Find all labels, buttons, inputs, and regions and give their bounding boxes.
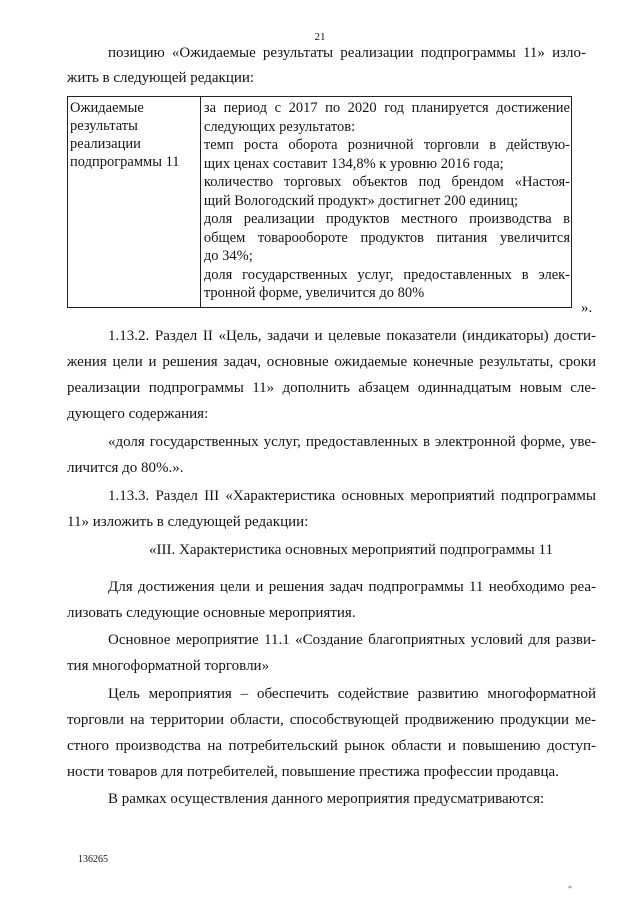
label-line: реализации <box>70 136 141 152</box>
para-purpose-line-3: стного производства на потребительский рынок области и повышению доступ- <box>67 738 596 754</box>
label-line: результаты <box>70 118 138 134</box>
content-line: щий Вологодский продукт» достигнет 200 единиц; <box>203 192 519 209</box>
para-goal-line-1: Для достижения цели и решения задач подпрограммы 11 необходимо реа- <box>108 579 596 595</box>
expected-results-table <box>67 96 572 308</box>
content-line: общем товарообороте продуктов питания увеличится <box>203 229 570 246</box>
para-main-event-line-2: тия многоформатной торговли» <box>67 658 270 674</box>
corner-mark: * <box>568 884 572 893</box>
label-line: подпрограммы 11 <box>70 154 180 170</box>
quote-line-1: «доля государственных услуг, предоставленных в электронной форме, уве- <box>108 434 596 450</box>
content-line: доля реализации продуктов местного производства в <box>203 211 570 227</box>
table-closing-quote: ». <box>581 300 593 316</box>
para-1-13-3-line-2: 11» изложить в следующей редакции: <box>67 514 309 530</box>
para-main-event-line-1: Основное мероприятие 11.1 «Создание благоприятных условий для разви- <box>108 632 596 648</box>
content-line: за период с 2017 по 2020 год планируется достижение <box>203 100 570 116</box>
para-1-13-2-line-3: реализации подпрограммы 11» дополнить абзацем одиннадцатым новым сле- <box>67 380 596 396</box>
para-purpose-line-1: Цель мероприятия – обеспечить содействие развитию многоформатной <box>108 686 596 702</box>
intro-line-2: жить в следующей редакции: <box>67 70 255 86</box>
para-1-13-3-line-1: 1.13.3. Раздел III «Характеристика основных мероприятий подпрограммы <box>108 488 596 504</box>
para-purpose-line-2: торговли на территории области, способствующей продвижению продукции ме- <box>67 712 596 728</box>
document-id: 136265 <box>78 854 108 865</box>
para-1-13-2-line-4: дующего содержания: <box>67 406 209 422</box>
intro-line-1: позицию «Ожидаемые результаты реализации подпрограммы 11» изло- <box>108 45 586 61</box>
content-line: количество торговых объектов под брендом «Настоя- <box>203 174 570 190</box>
content-line: щих ценах составит 134,8% к уровню 2016 года; <box>203 155 504 172</box>
para-purpose-line-4: ности товаров для потребителей, повышение престижа профессии продавца. <box>67 764 559 780</box>
para-1-13-2-line-2: жения цели и решения задач, основные ожидаемые конечные результаты, сроки <box>67 354 596 370</box>
table-label-cell <box>68 97 201 308</box>
content-line: до 34%; <box>203 248 253 264</box>
para-1-13-2-line-1: 1.13.2. Раздел II «Цель, задачи и целевые показатели (индикаторы) дости- <box>108 328 596 344</box>
para-framework: В рамках осуществления данного мероприятия предусматриваются: <box>108 791 545 807</box>
content-line: темп роста оборота розничной торговли в действую- <box>203 137 570 153</box>
content-line: тронной форме, увеличится до 80% <box>203 285 425 301</box>
content-line: следующих результатов: <box>203 118 356 135</box>
content-line: доля государственных услуг, предоставленных в элек- <box>203 266 570 283</box>
section-heading: «III. Характеристика основных мероприятий подпрограммы 11 <box>149 542 553 558</box>
quote-line-2: личится до 80%.». <box>67 460 184 476</box>
table-content-cell <box>200 97 571 308</box>
label-line: Ожидаемые <box>70 100 144 116</box>
para-goal-line-2: лизовать следующие основные мероприятия. <box>67 605 356 621</box>
page-number: 21 <box>314 31 326 43</box>
